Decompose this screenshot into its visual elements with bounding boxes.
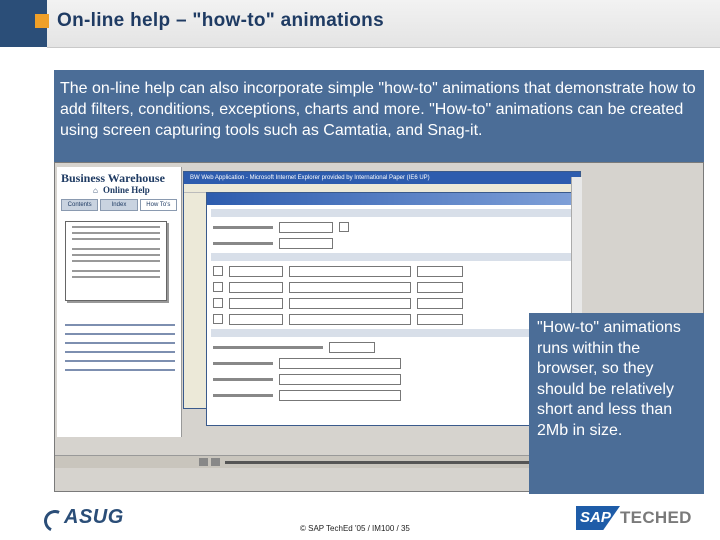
slide-header [0, 0, 720, 47]
teched-logo: TECHED [620, 508, 692, 527]
how-to-link[interactable] [65, 324, 175, 326]
browser-window [183, 171, 581, 409]
bullet-square-icon [35, 14, 49, 28]
slide-title: On-line help – "how-to" animations [57, 10, 384, 31]
home-icon[interactable]: ⌂ [93, 186, 98, 195]
define-exception-dialog [206, 192, 576, 426]
description-field[interactable] [279, 222, 333, 233]
tab-how-tos[interactable]: How To's [140, 199, 177, 211]
how-to-link[interactable] [65, 351, 175, 353]
help-panel [57, 167, 182, 437]
active-checkbox[interactable] [339, 222, 349, 232]
how-to-links [65, 317, 175, 378]
help-info-box [65, 221, 167, 301]
play-icon[interactable] [199, 458, 208, 466]
stop-icon[interactable] [211, 458, 220, 466]
callout-box [529, 313, 704, 494]
asug-logo: ASUG [64, 506, 124, 528]
sap-logo-text: SAP [580, 509, 611, 526]
callout-text: "How-to" animations runs within the browser, so they should be relatively short and less than 2Mb in size. [537, 319, 681, 439]
tab-index[interactable]: Index [100, 199, 137, 211]
browser-title-bar: BW Web Application - Microsoft Internet Explorer provided by International Paper (IE6 UP) [184, 172, 580, 184]
evaluation-field[interactable] [279, 238, 333, 249]
copyright-text: © SAP TechEd '05 / IM100 / 35 [300, 524, 410, 533]
help-panel-subtitle: Online Help [103, 185, 150, 195]
help-panel-title: Business Warehouse [61, 171, 165, 185]
intro-text: The on-line help can also incorporate simple "how-to" animations that demonstrate how to add filters, conditions, exceptions, charts and more. "How-to" animations can be created using screen capturing tools such as Camtatia, and Snag-it. [60, 80, 696, 139]
tab-contents[interactable]: Contents [61, 199, 98, 211]
how-to-link[interactable] [65, 360, 175, 362]
how-to-link[interactable] [65, 333, 175, 335]
how-to-link[interactable] [65, 369, 175, 371]
how-to-link[interactable] [65, 342, 175, 344]
dialog-title-bar [207, 193, 575, 205]
help-tabs [61, 199, 177, 211]
intro-box [54, 70, 704, 162]
